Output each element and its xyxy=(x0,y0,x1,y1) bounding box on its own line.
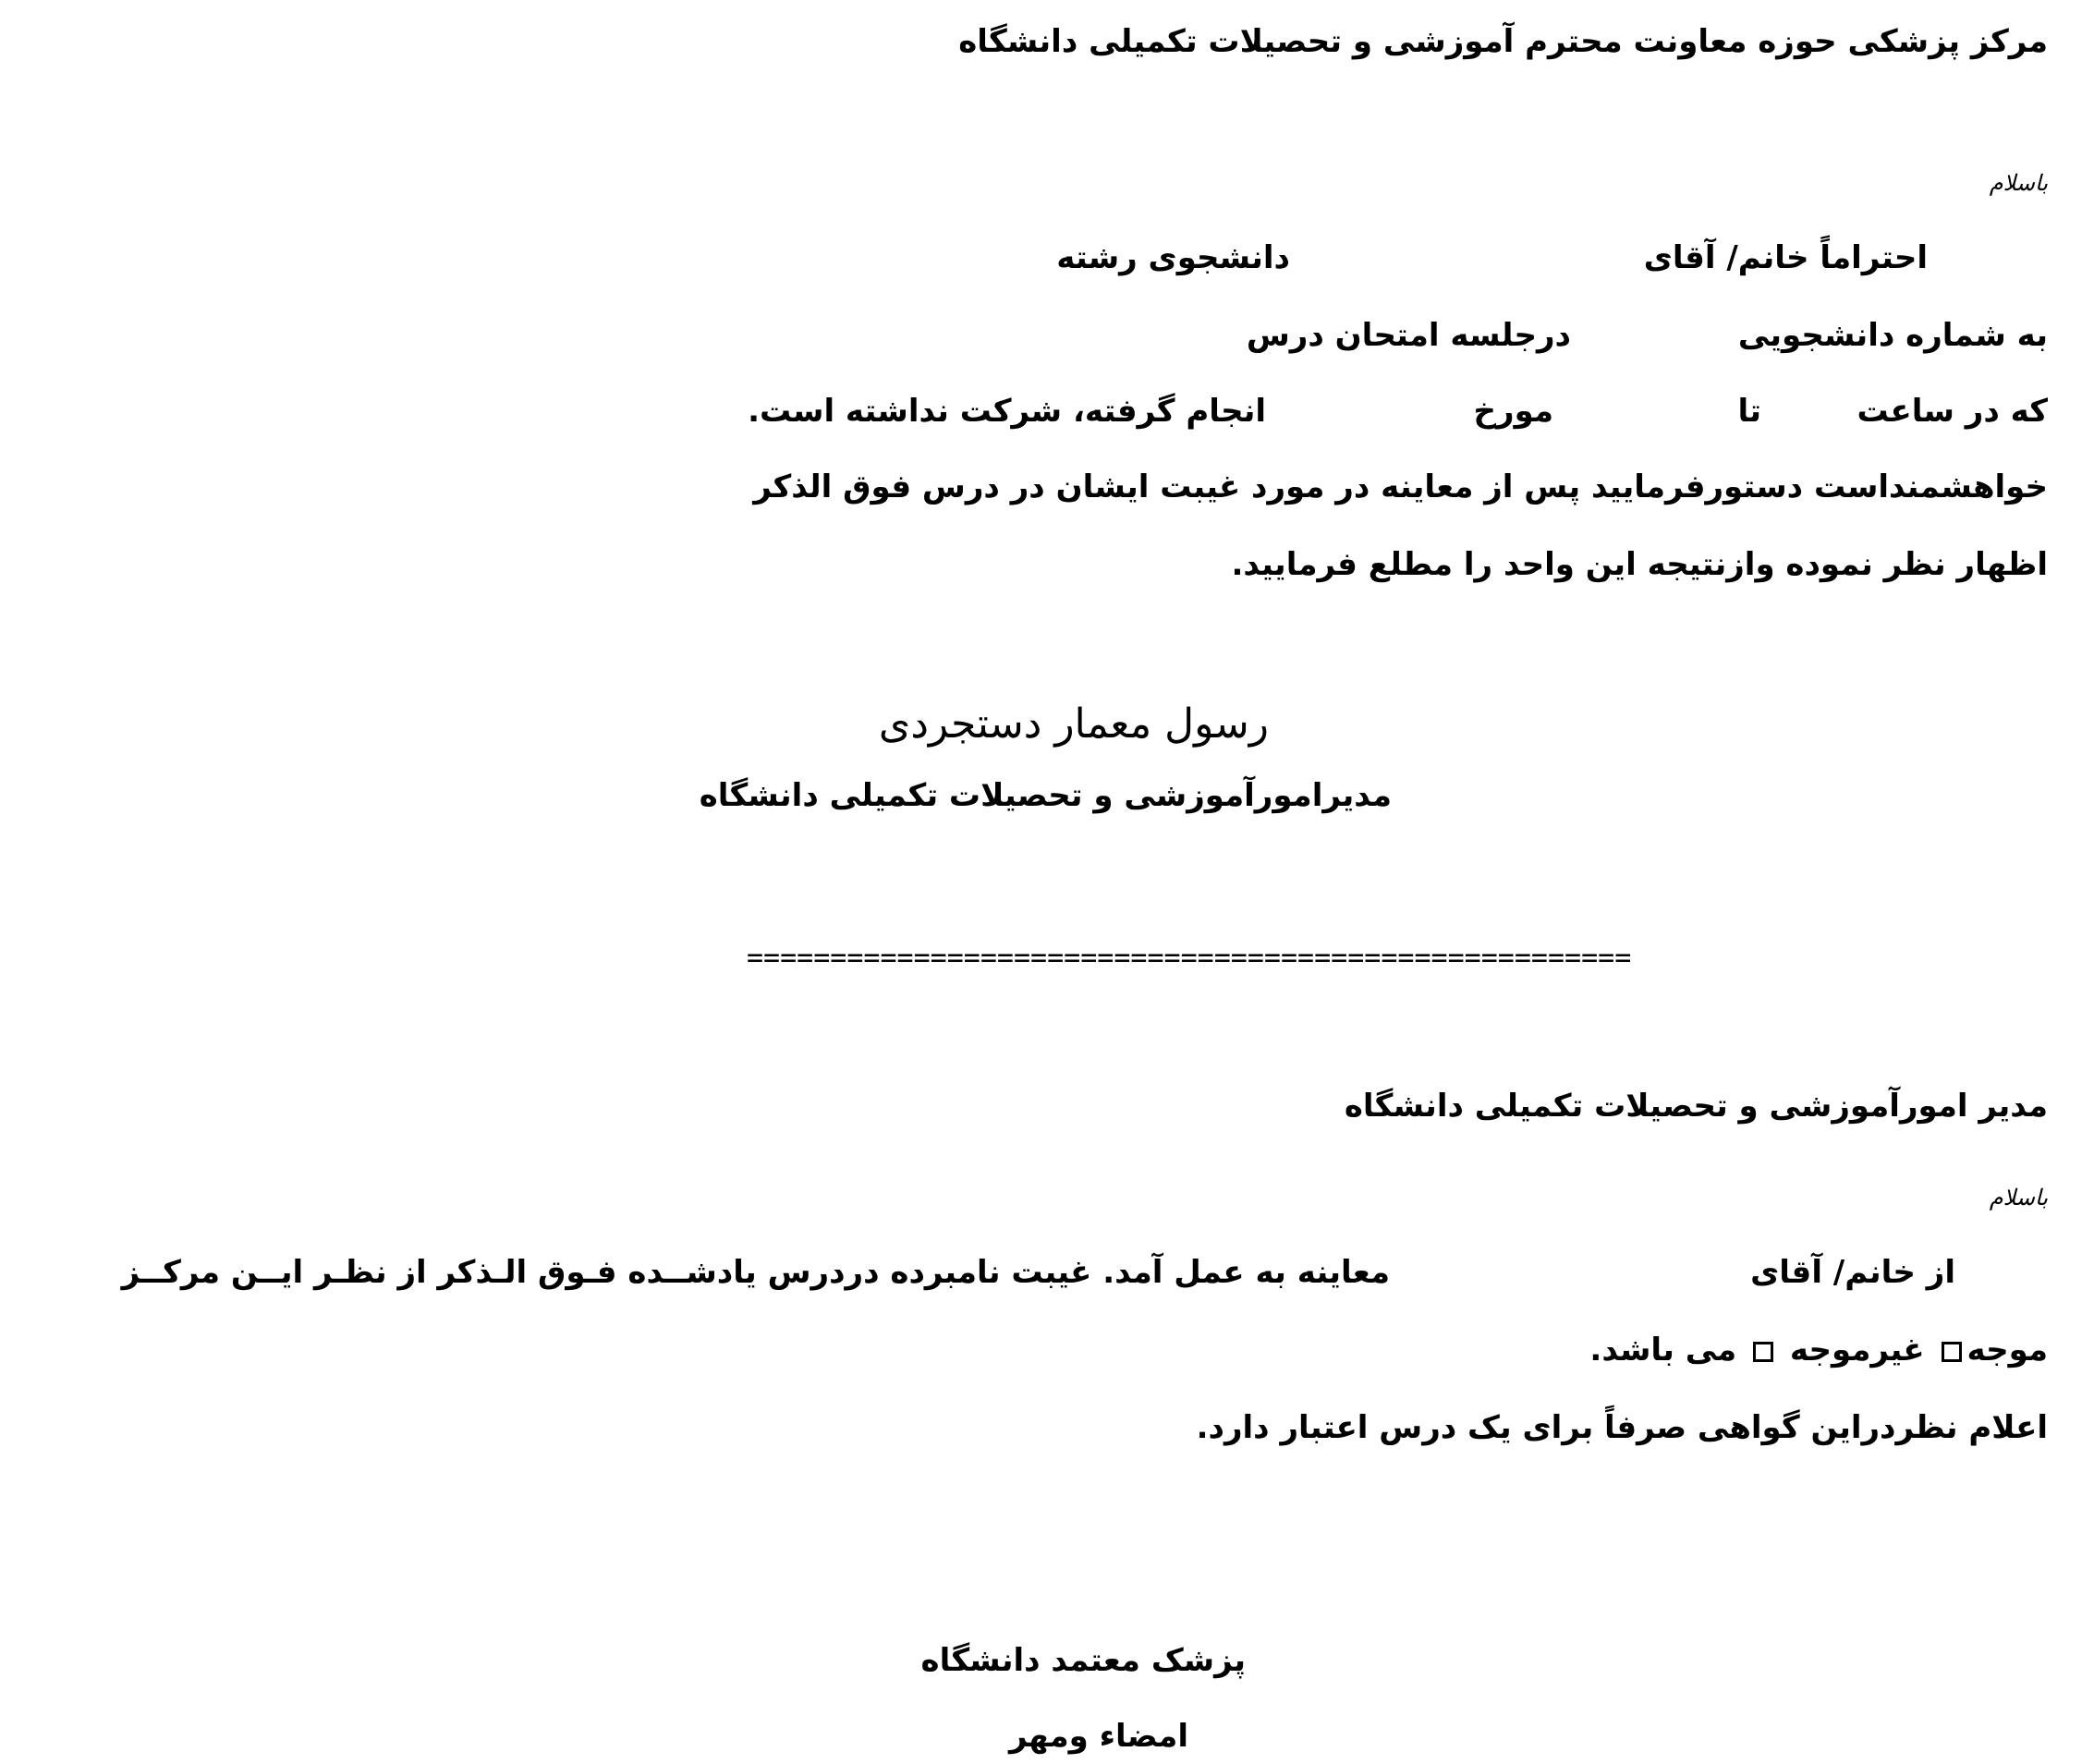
letter-line1-a: احتراماً خانم/ آقای xyxy=(1643,239,1928,276)
reply-salutation: باسلام xyxy=(1989,1185,2048,1210)
reply-line1-a: از خانم/ آقای xyxy=(1750,1254,1955,1291)
letter-line1-b: دانشجوی رشته xyxy=(1056,239,1290,276)
separator-line: ===================================================== xyxy=(747,944,1632,972)
reply-line2 xyxy=(1589,1332,2048,1369)
letter-line2-b: درجلسه امتحان درس xyxy=(1246,317,1571,354)
reply-line2-end: می باشد. xyxy=(1589,1332,1737,1369)
unjustified-label: غیرموجه xyxy=(1789,1332,1925,1369)
unjustified-checkbox[interactable] xyxy=(1753,1342,1773,1362)
justified-checkbox[interactable] xyxy=(1942,1342,1962,1362)
letter-line3-d: انجام گرفته، شرکت نداشته است. xyxy=(748,393,1266,430)
letter-line3-c: مورخ xyxy=(1473,393,1553,430)
letter-line4: خواهشمنداست دستورفرمایید پس از معاینه در مورد غیبت ایشان در درس فوق الذکر xyxy=(753,468,2048,505)
signature-label: امضاء ومهر xyxy=(1009,1718,1188,1755)
reply-line1-b: معاینه به عمل آمد. غیبت نامبرده دردرس یادشــده فـوق الـذکر از نظـر ایــن مرکــز xyxy=(121,1254,1390,1291)
letter-recipient: مرکز پزشکی حوزه معاونت محترم آموزشی و تحصیلات تکمیلی دانشگاه xyxy=(958,23,2048,60)
letter-salutation: باسلام xyxy=(1989,170,2048,196)
letter-line3-b: تا xyxy=(1737,393,1761,430)
signer-name: رسول معمار دستجردی xyxy=(878,700,1269,748)
letter-line5: اظهار نظر نموده وازنتیجه این واحد را مطلع فرمایید. xyxy=(1231,546,2048,583)
reply-recipient: مدیر امورآموزشی و تحصیلات تکمیلی دانشگاه xyxy=(1344,1088,2048,1125)
signer-title: مدیرامورآموزشی و تحصیلات تکمیلی دانشگاه xyxy=(699,777,1392,814)
letter-line3-a: که در ساعت xyxy=(1857,393,2048,430)
justified-label: موجه xyxy=(1966,1332,2048,1369)
reply-line3: اعلام نظردراین گواهی صرفاً برای یک درس اعتبار دارد. xyxy=(1196,1409,2048,1446)
letter-line2-a: به شماره دانشجویی xyxy=(1737,317,2048,354)
doctor-title: پزشک معتمد دانشگاه xyxy=(920,1642,1246,1679)
